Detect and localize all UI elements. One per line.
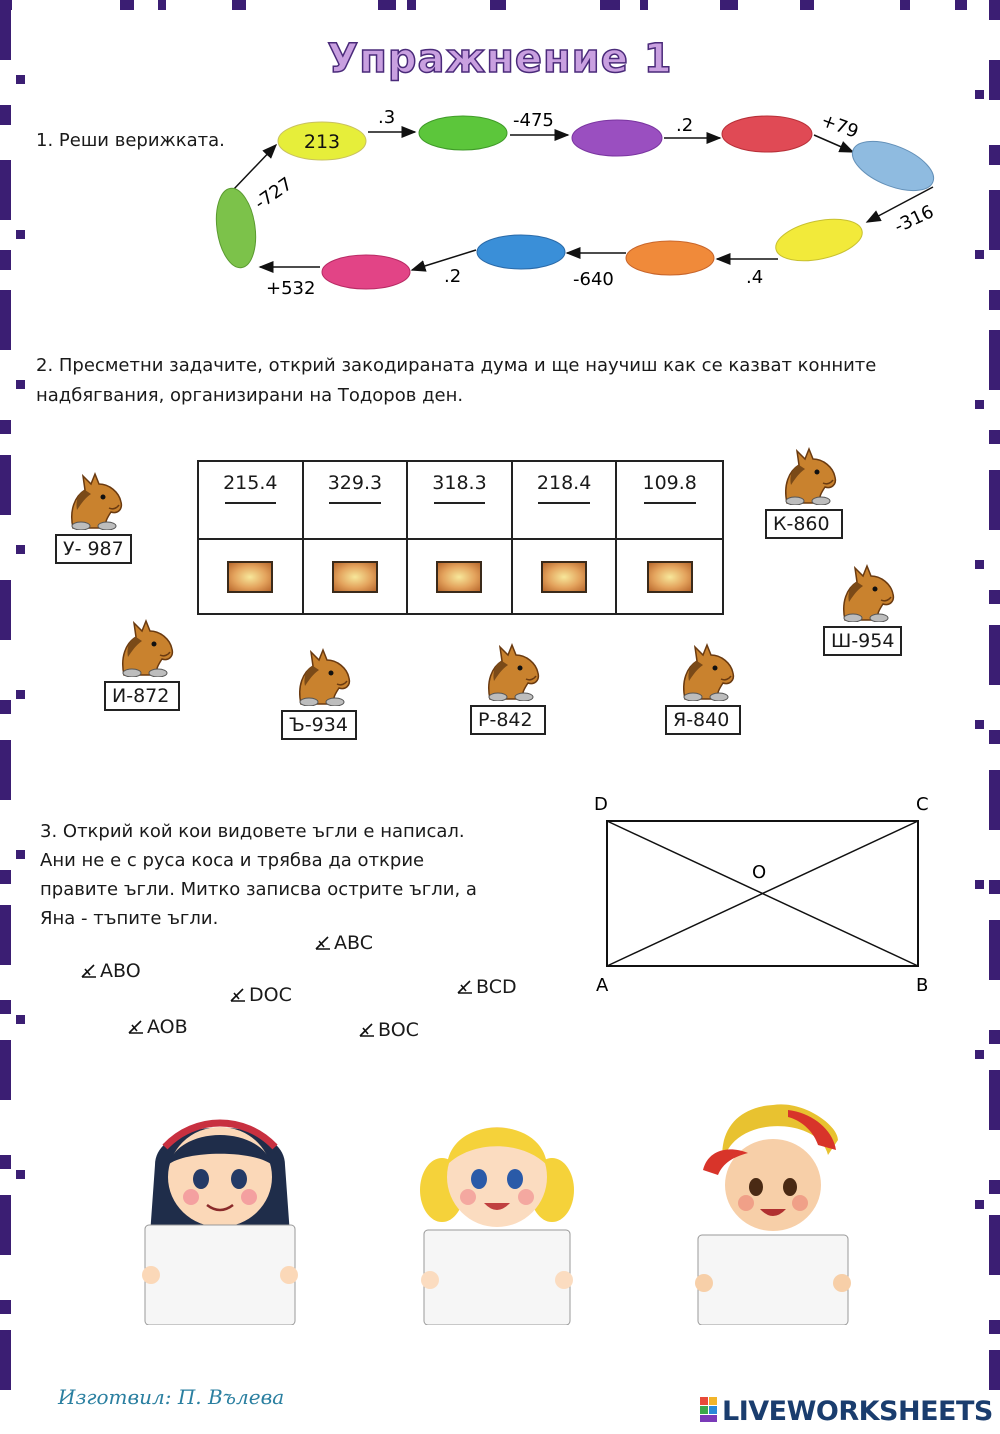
vertex-label-c: C xyxy=(916,794,929,815)
horse-card xyxy=(281,646,357,740)
angle-symbol-icon xyxy=(80,963,98,979)
border-bar xyxy=(490,0,506,10)
chain-diagram xyxy=(200,95,950,305)
border-bar xyxy=(378,0,396,10)
rectangle-figure xyxy=(585,790,945,1000)
border-bar xyxy=(0,1040,11,1100)
chain-op: -727 xyxy=(250,173,297,215)
table-number: 109.8 xyxy=(642,472,697,494)
border-bar xyxy=(0,740,11,800)
border-bar xyxy=(0,1330,11,1390)
horse-label: Ъ-934 xyxy=(281,710,357,740)
table-cell xyxy=(408,462,513,540)
angle-item[interactable] xyxy=(456,976,517,998)
chain-op: .2 xyxy=(444,266,462,287)
border-bar xyxy=(0,580,11,640)
horse-label: Ш-954 xyxy=(823,626,902,656)
chain-op: .3 xyxy=(378,107,396,128)
border-bar xyxy=(989,1215,1000,1275)
table-cell xyxy=(304,462,409,540)
horse-label: У- 987 xyxy=(55,534,132,564)
border-bar xyxy=(989,1350,1000,1390)
border-bar xyxy=(900,0,910,10)
border-bar xyxy=(16,1170,25,1179)
task3-text-line2: Ани не е с руса коса и трябва да открие xyxy=(40,850,425,871)
horse-icon xyxy=(476,641,546,701)
border-bar xyxy=(989,1070,1000,1130)
task2-text-line1: 2. Пресметни задачите, открий закодираната дума и ще научиш как се казват конните xyxy=(36,355,877,376)
liveworksheets-logo-text: LIVEWORKSHEETS xyxy=(722,1396,993,1427)
border-bar xyxy=(989,430,1000,444)
girl-blonde-figure xyxy=(412,1095,582,1325)
table-number: 218.4 xyxy=(536,472,592,494)
chain-op: +532 xyxy=(266,278,316,299)
chain-op: -640 xyxy=(573,269,614,290)
angle-item[interactable] xyxy=(358,1019,419,1041)
border-bar xyxy=(989,190,1000,250)
vertex-label-d: D xyxy=(594,794,608,815)
table-cell xyxy=(199,462,304,540)
border-bar xyxy=(0,420,11,434)
chain-oval xyxy=(322,255,410,289)
border-bar xyxy=(640,0,648,10)
border-bar xyxy=(989,590,1000,604)
border-bar xyxy=(16,690,25,699)
vertex-label-a: A xyxy=(596,975,609,996)
horse-label: Я-840 xyxy=(665,705,741,735)
vertex-label-b: B xyxy=(916,975,929,996)
table-cell xyxy=(513,462,618,540)
horse-card xyxy=(823,562,902,656)
border-bar xyxy=(158,0,166,10)
horse-label: И-872 xyxy=(104,681,180,711)
border-bar xyxy=(989,1320,1000,1334)
border-bar xyxy=(0,1155,11,1169)
border-bar xyxy=(989,625,1000,685)
answer-box[interactable] xyxy=(332,561,378,593)
border-bar xyxy=(975,560,984,569)
chain-op: .2 xyxy=(676,115,694,136)
table-cell xyxy=(617,462,722,540)
border-bar xyxy=(989,145,1000,165)
horse-label: Р-842 xyxy=(470,705,546,735)
chain-start-value: 213 xyxy=(303,131,341,153)
boy-cap-figure xyxy=(688,1095,858,1325)
border-bar xyxy=(16,545,25,554)
answer-box[interactable] xyxy=(647,561,693,593)
author-credit: Изготвил: П. Вълева xyxy=(58,1385,285,1409)
chain-op: -475 xyxy=(513,110,554,131)
border-bar xyxy=(120,0,134,10)
table-cell xyxy=(513,540,618,613)
angle-label: BOC xyxy=(378,1019,419,1041)
chain-oval xyxy=(626,241,714,275)
page-title: Упражнение 1 xyxy=(327,36,673,82)
center-label-o: O xyxy=(752,862,767,883)
border-bar xyxy=(989,730,1000,744)
border-bar xyxy=(975,1050,984,1059)
border-bar xyxy=(975,720,984,729)
table-cell xyxy=(304,540,409,613)
border-bar xyxy=(800,0,814,10)
answer-table xyxy=(197,460,724,615)
girl-dark-hair-figure xyxy=(135,1095,305,1325)
table-cell xyxy=(408,540,513,613)
angle-label: ABC xyxy=(334,932,373,954)
border-bar xyxy=(407,0,416,10)
liveworksheets-logo-icon xyxy=(700,1397,718,1423)
horse-icon xyxy=(110,617,180,677)
horse-icon xyxy=(287,646,357,706)
border-bar xyxy=(989,920,1000,980)
chain-op: -316 xyxy=(891,201,938,238)
angle-label: AOB xyxy=(147,1016,188,1038)
horse-card xyxy=(104,617,180,711)
table-number: 318.3 xyxy=(432,472,487,494)
border-bar xyxy=(16,850,25,859)
border-bar xyxy=(0,160,11,220)
border-bar xyxy=(0,455,11,515)
chain-op: +79 xyxy=(818,109,862,143)
border-bar xyxy=(975,90,984,99)
horse-icon xyxy=(831,562,901,622)
chain-oval xyxy=(477,235,565,269)
horse-icon xyxy=(671,641,741,701)
border-bar xyxy=(975,400,984,409)
table-number: 215.4 xyxy=(223,472,278,494)
horse-card xyxy=(470,641,546,735)
horse-icon xyxy=(773,445,843,505)
horse-card xyxy=(765,445,843,539)
horse-card xyxy=(665,641,741,735)
task3-text-line3: правите ъгли. Митко записва острите ъгли, а xyxy=(40,879,477,900)
border-bar xyxy=(0,250,11,270)
table-cell xyxy=(199,540,304,613)
horse-card xyxy=(55,470,132,564)
border-bar xyxy=(16,1015,25,1024)
answer-box[interactable] xyxy=(436,561,482,593)
border-bar xyxy=(0,105,11,125)
border-bar xyxy=(975,880,984,889)
border-bar xyxy=(975,1200,984,1209)
border-bar xyxy=(989,0,1000,20)
task1-label: 1. Реши верижката. xyxy=(36,130,225,151)
border-bar xyxy=(989,330,1000,390)
angle-symbol-icon xyxy=(456,979,474,995)
border-bar xyxy=(232,0,246,10)
border-bar xyxy=(0,290,11,350)
border-bar xyxy=(720,0,738,10)
answer-box[interactable] xyxy=(541,561,587,593)
border-bar xyxy=(989,290,1000,310)
angle-item[interactable] xyxy=(314,932,373,954)
border-bar xyxy=(989,1030,1000,1044)
task2-text-line2: надбягвания, организирани на Тодоров ден. xyxy=(36,385,464,406)
task3-text-line1: 3. Открий кой кои видовете ъгли е написал. xyxy=(40,821,465,842)
border-bar xyxy=(0,870,11,884)
border-bar xyxy=(989,470,1000,530)
angle-item[interactable] xyxy=(127,1016,188,1038)
liveworksheets-logo[interactable] xyxy=(700,1396,993,1427)
chain-oval xyxy=(419,116,507,150)
border-bar xyxy=(0,1300,11,1314)
border-bar xyxy=(989,1180,1000,1194)
angle-label: ABO xyxy=(100,960,141,982)
border-bar xyxy=(16,380,25,389)
angle-label: DOC xyxy=(249,984,292,1006)
border-bar xyxy=(0,905,11,965)
angle-symbol-icon xyxy=(229,987,247,1003)
border-bar xyxy=(600,0,620,10)
angle-symbol-icon xyxy=(358,1022,376,1038)
chain-op: .4 xyxy=(746,267,764,288)
border-bar xyxy=(0,700,11,714)
angle-item[interactable] xyxy=(229,984,292,1006)
chain-oval xyxy=(722,116,812,152)
angle-symbol-icon xyxy=(127,1019,145,1035)
border-bar xyxy=(989,770,1000,830)
chain-oval xyxy=(572,120,662,156)
angle-symbol-icon xyxy=(314,935,332,951)
table-number: 329.3 xyxy=(327,472,383,494)
horse-icon xyxy=(59,470,129,530)
border-bar xyxy=(0,1000,11,1014)
answer-box[interactable] xyxy=(227,561,273,593)
border-bar xyxy=(955,0,967,10)
chain-oval xyxy=(772,212,866,267)
border-bar xyxy=(0,1195,11,1255)
table-cell xyxy=(617,540,722,613)
border-bar xyxy=(16,230,25,239)
angle-label: BCD xyxy=(476,976,517,998)
angle-item[interactable] xyxy=(80,960,141,982)
border-bar xyxy=(975,250,984,259)
border-bar xyxy=(989,880,1000,894)
task3-text-line4: Яна - тъпите ъгли. xyxy=(40,908,219,929)
horse-label: К-860 xyxy=(765,509,843,539)
